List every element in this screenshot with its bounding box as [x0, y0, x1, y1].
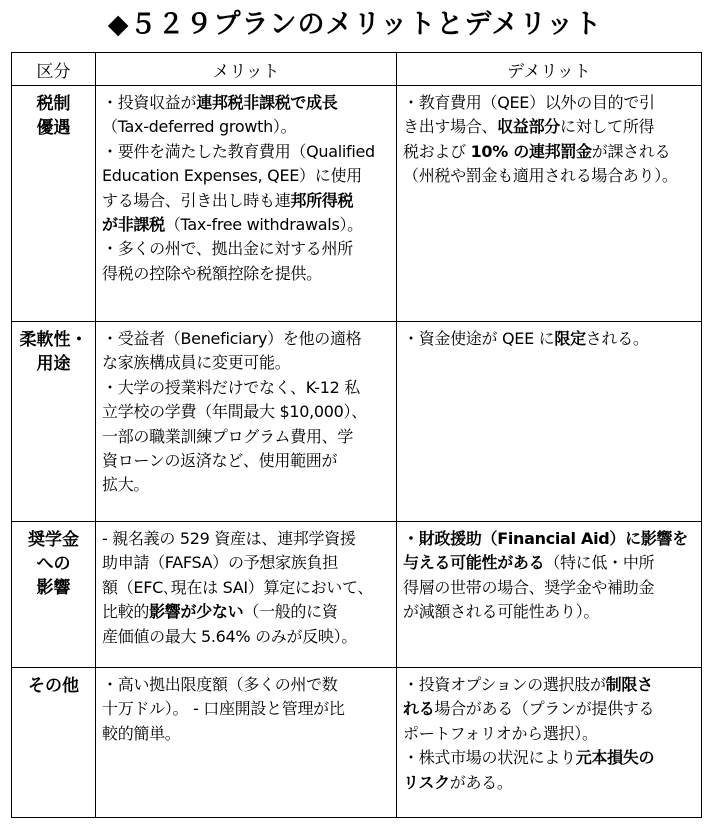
cell-text-line — [403, 91, 696, 115]
row-label-line: 奨学金 — [28, 530, 79, 550]
cell-text-line — [102, 189, 391, 213]
merit-cell-tax — [96, 86, 397, 322]
plain-text: ・資金使途が QEE に — [403, 329, 555, 348]
cell-text-line — [102, 473, 391, 497]
header-row — [12, 53, 702, 86]
plain-text: 場合がある（プランが提供する — [434, 699, 655, 719]
cell-text-line — [403, 600, 696, 624]
demerit-cell-scholarship — [397, 522, 702, 668]
demerit-cell-flexibility — [397, 322, 702, 522]
plain-text: ・多くの州で、拠出金に対する州所 — [102, 239, 353, 259]
emphasis-text: 制限さ — [605, 675, 653, 694]
emphasis-text: れる — [403, 699, 435, 719]
plain-text: 産価値の最大 5.64% のみが反映）。 — [102, 626, 358, 646]
emphasis-text: 収益部分 — [497, 117, 561, 137]
table-row — [12, 86, 702, 322]
header-demerit: デメリット — [397, 53, 702, 86]
cell-text-line — [403, 576, 696, 600]
plain-text: ・教育費用（QEE）以外の目的で引 — [403, 93, 655, 112]
plain-text: な家族構成員に変更可能。 — [102, 353, 291, 373]
plain-text: - 親名義の 529 資産は、連邦学資援 — [102, 529, 356, 548]
plain-text: ・投資収益が — [102, 93, 197, 112]
cell-text-line — [102, 351, 391, 375]
row-label-flexibility — [12, 322, 96, 522]
plain-text: が課される — [591, 141, 671, 161]
emphasis-text: 元本損失の — [575, 748, 655, 768]
emphasis-text: 邦所得税 — [290, 190, 354, 210]
header-category: 区分 — [12, 53, 96, 86]
plain-text: 較的簡単。 — [102, 723, 181, 743]
table-row — [12, 522, 702, 668]
cell-text-line — [403, 551, 696, 575]
emphasis-text: リスク — [403, 772, 450, 792]
plain-text: 助申請（FAFSA）の予想家族負担 — [102, 553, 338, 573]
plain-text: （Tax-deferred growth）。 — [102, 117, 297, 137]
plain-text: 比較的 — [102, 602, 150, 622]
cell-text-line — [102, 327, 391, 351]
table-row — [12, 668, 702, 818]
cell-text-line — [403, 746, 696, 770]
plain-text: （Tax-free withdrawals）。 — [164, 215, 363, 235]
cell-text-line — [102, 213, 391, 237]
cell-text-line — [403, 527, 696, 551]
cell-text-line — [403, 140, 696, 164]
merit-cell-other — [96, 668, 397, 818]
plain-text: 税および — [403, 141, 471, 161]
cell-text-line — [102, 697, 391, 721]
row-label-tax — [12, 86, 96, 322]
cell-text-line — [102, 400, 391, 424]
emphasis-text: 影響が少ない — [149, 602, 244, 622]
merit-cell-scholarship — [96, 522, 397, 668]
plain-text: 得税の控除や税額控除を提供。 — [102, 263, 322, 283]
comparison-table — [11, 52, 702, 818]
cell-text-line — [102, 91, 391, 115]
plain-text: がある。 — [449, 772, 513, 792]
emphasis-text: 与える可能性がある — [403, 553, 545, 573]
cell-text-line — [403, 327, 696, 351]
cell-text-line — [403, 673, 696, 697]
plain-text: 一部の職業訓練プログラム費用、学 — [102, 426, 354, 446]
emphasis-text: ・財政援助（Financial Aid）に影響を — [403, 529, 688, 548]
plain-text: き出す場合、 — [403, 117, 498, 137]
cell-text-line — [403, 115, 696, 139]
plain-text: される。 — [585, 329, 649, 348]
cell-text-line — [102, 576, 391, 600]
cell-text-line — [403, 164, 696, 188]
header-merit: メリット — [96, 53, 397, 86]
demerit-cell-other — [397, 668, 702, 818]
plain-text: ・投資オプションの選択肢が — [403, 675, 606, 694]
row-label-scholarship — [12, 522, 96, 668]
row-label-line: への — [36, 554, 71, 574]
plain-text: Education Expenses, QEE）に使用 — [102, 166, 362, 186]
plain-text: 立学校の学費（年間最大 $10,000）、 — [102, 402, 367, 422]
cell-text-line — [102, 722, 391, 746]
page-title: ◆５２９プランのメリットとデメリット — [107, 9, 603, 40]
plain-text: 拡大。 — [102, 475, 150, 495]
cell-text-line — [102, 115, 391, 139]
merit-cell-flexibility — [96, 322, 397, 522]
plain-text: する場合、引き出し時も連 — [102, 190, 291, 210]
plain-text: ・高い拠出限度額（多くの州で数 — [102, 675, 338, 694]
cell-text-line — [102, 262, 391, 286]
plain-text: が減額される可能性あり）。 — [403, 602, 600, 622]
table-row — [12, 322, 702, 522]
cell-text-line — [102, 376, 391, 400]
row-label-other — [12, 668, 96, 818]
cell-text-line — [102, 237, 391, 261]
row-label-line: 影響 — [36, 578, 71, 598]
emphasis-text: が非課税 — [102, 215, 165, 235]
cell-text-line — [102, 551, 391, 575]
cell-text-line — [102, 140, 391, 164]
plain-text: ・株式市場の状況により — [403, 748, 576, 768]
demerit-cell-tax — [397, 86, 702, 322]
cell-text-line — [403, 697, 696, 721]
emphasis-text: 連邦税非課税で成長 — [196, 93, 338, 112]
cell-text-line — [102, 425, 391, 449]
plain-text: ポートフォリオから選択）。 — [403, 723, 598, 743]
cell-text-line — [102, 449, 391, 473]
cell-text-line — [102, 625, 391, 649]
plain-text: ・要件を満たした教育費用（Qualified — [102, 141, 375, 161]
row-label-line: その他 — [28, 676, 79, 696]
cell-text-line — [403, 771, 696, 795]
plain-text: 額（EFC､現在は SAI）算定において、 — [102, 577, 374, 597]
plain-text: （州税や罰金も適用される場合あり）。 — [403, 166, 678, 186]
plain-text: ・大学の授業料だけでなく、K-12 私 — [102, 377, 361, 397]
row-label-line: 用途 — [36, 354, 71, 374]
plain-text: 十万ドル）。 - 口座開設と管理が比 — [102, 699, 345, 719]
plain-text: （特に低・中所 — [544, 553, 655, 573]
emphasis-text: 10% の連邦罰金 — [470, 141, 592, 161]
plain-text: に対して所得 — [560, 117, 655, 137]
cell-text-line — [102, 673, 391, 697]
row-label-line: 柔軟性・ — [19, 330, 88, 350]
plain-text: 得層の世帯の場合、奨学金や補助金 — [403, 577, 655, 597]
row-label-line: 優遇 — [36, 118, 71, 138]
plain-text: ・受益者（Beneficiary）を他の適格 — [102, 329, 362, 348]
plain-text: （一般的に資 — [243, 602, 338, 622]
cell-text-line — [102, 164, 391, 188]
cell-text-line — [403, 722, 696, 746]
emphasis-text: 限定 — [554, 329, 586, 348]
row-label-line: 税制 — [36, 94, 71, 114]
cell-text-line — [102, 527, 391, 551]
plain-text: 資ローンの返済など、使用範囲が — [102, 451, 338, 471]
cell-text-line — [102, 600, 391, 624]
